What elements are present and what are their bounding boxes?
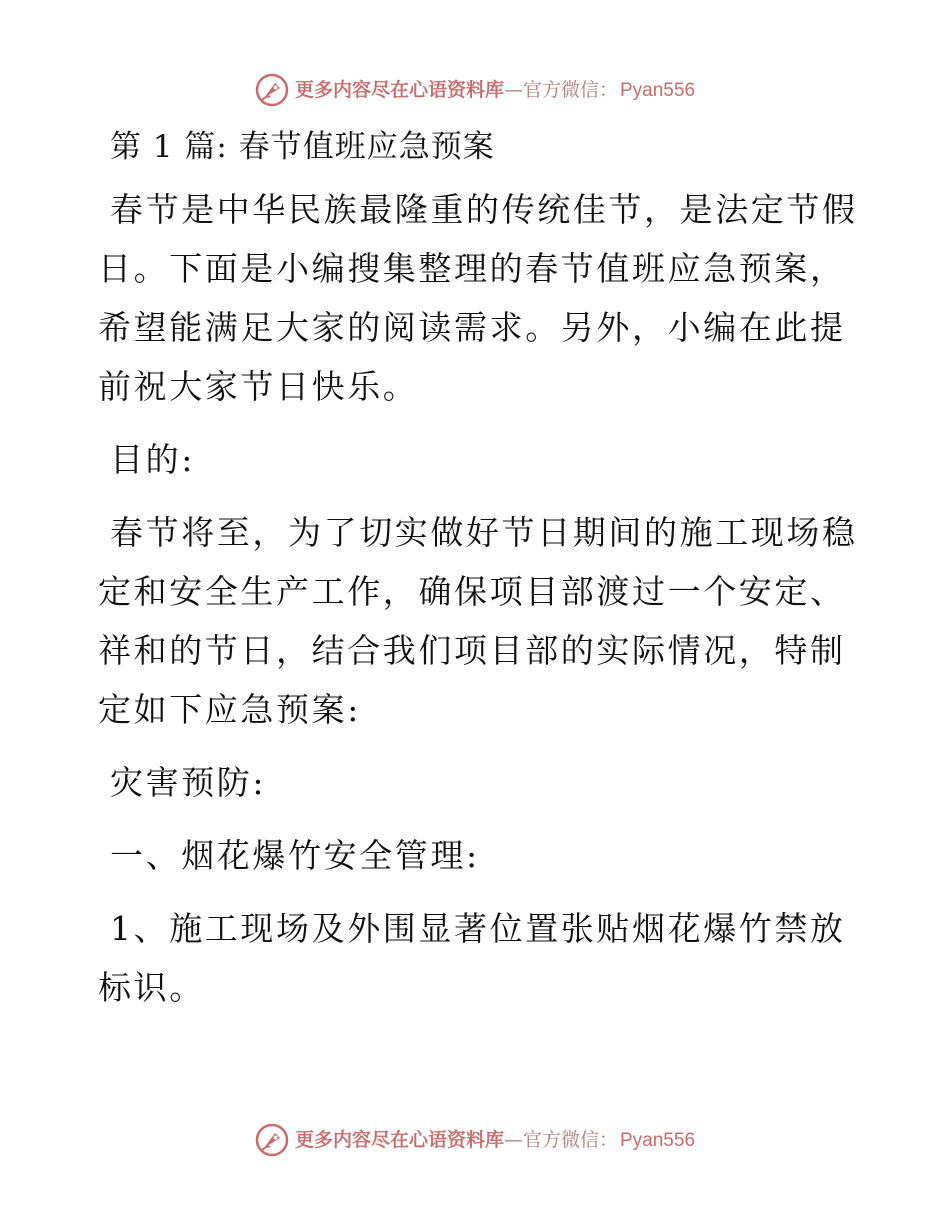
paragraph-disaster-prevention-heading: 灾害预防: (110, 763, 267, 802)
header-watermark-banner (0, 70, 950, 110)
paragraph-purpose-body: 春节将至，为了切实做好节日期间的施工现场稳定和安全生产工作，确保项目部渡过一个安定、祥和的节日，结合我们项目部的实际情况，特制定如下应急预案: (98, 513, 858, 729)
document-body (98, 122, 858, 1031)
pen-nib-logo-icon (255, 1123, 289, 1157)
pen-nib-logo-icon (255, 73, 289, 107)
paragraph-intro: 春节是中华民族最隆重的传统佳节，是法定节假日。下面是小编搜集整理的春节值班应急预案，希望能满足大家的阅读需求。另外，小编在此提前祝大家节日快乐。 (98, 190, 858, 406)
document-title: 第 1 篇: 春节值班应急预案 (110, 129, 495, 165)
banner-official-label: —官方微信： (503, 1128, 618, 1151)
banner-wechat-id: Pyan556 (620, 1129, 696, 1151)
banner-official-label: —官方微信： (503, 78, 618, 101)
paragraph-fireworks-heading: 一、烟花爆竹安全管理: (110, 836, 480, 875)
banner-site-name: 更多内容尽在心语资料库 (294, 1128, 504, 1151)
paragraph-item-1: 1、施工现场及外围显著位置张贴烟花爆竹禁放标识。 (98, 909, 846, 1007)
paragraph-purpose-heading: 目的: (110, 440, 195, 479)
banner-site-name: 更多内容尽在心语资料库 (294, 78, 504, 101)
footer-watermark-banner (0, 1120, 950, 1160)
banner-wechat-id: Pyan556 (620, 79, 696, 101)
